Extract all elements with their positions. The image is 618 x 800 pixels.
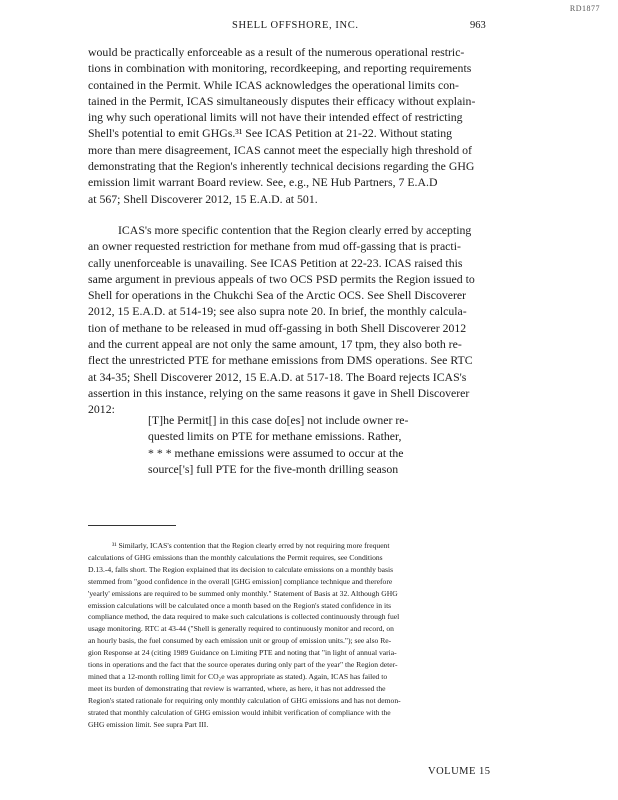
text-line: would be practically enforceable as a result of the numerous operational restric- <box>88 45 465 59</box>
footnote-line: calculations of GHG emissions than the monthly calculations the Permit requires, see Conditions <box>88 552 383 562</box>
footnote-line: ³¹ Similarly, ICAS's contention that the Region clearly erred by not requiring more frequent <box>112 541 390 550</box>
footnote-line: compliance method, the data required to make such calculations is collected continuously through fuel <box>88 612 400 622</box>
text-line: at 34-35; Shell Discoverer 2012, 15 E.A.D. at 517-18. The Board rejects ICAS's <box>88 369 467 384</box>
text-line: 2012: <box>88 402 115 417</box>
text-line: more than mere disagreement, ICAS cannot meet the especially high threshold of <box>88 142 472 157</box>
text-line: demonstrating that the Region's inherently technical decisions regarding the GHG <box>88 159 475 174</box>
text-line: same argument in previous appeals of two OCS PSD permits the Region issued to <box>88 271 475 286</box>
footnote-line: D.13.-4, falls short. The Region explained that its decision to calculate emissions on a monthly basis <box>88 564 394 574</box>
text-line: flect the unrestricted PTE for methane emissions from DMS operations. See RTC <box>88 353 473 368</box>
text-line: at 567; Shell Discoverer 2012, 15 E.A.D. at 501. <box>88 191 318 206</box>
text-line: and the current appeal are not only the same amount, 17 tpm, they also both re- <box>88 337 462 352</box>
footnote-line: gion Response at 24 (citing 1989 Guidance on Limiting PTE and noting that "in light of annual varia- <box>88 648 397 658</box>
text-line: contained in the Permit. While ICAS acknowledges the operational limits con- <box>88 77 459 92</box>
document-id: RD1877 <box>569 4 600 13</box>
footnote-31 <box>88 540 518 731</box>
footnote-line: usage monitoring. RTC at 43-44 ("Shell is generally required to continuously monitor and record, on <box>88 624 394 634</box>
footnote-line: emission calculations will be calculated once a month based on the Region's stated confidence in its <box>88 600 392 610</box>
footnote-line: an hourly basis, the fuel consumed by each emission unit or group of emission units."); see also Re- <box>88 636 392 646</box>
footnote-line: mined that a 12-month rolling limit for CO₂e was appropriate as stated). Again, ICAS has failed to <box>88 671 388 681</box>
block-quote <box>148 412 488 477</box>
footnote-line: Region's stated rationale for requiring only monthly calculation of GHG emissions and has not demon- <box>88 695 401 705</box>
quote-line: source['s] full PTE for the five-month drilling season <box>148 461 399 476</box>
footnote-line: strated that monthly calculation of GHG emission would inhibit verification of compliance with the <box>88 707 391 717</box>
text-line: ing why such operational limits will not have their intended effect of restricting <box>88 110 463 125</box>
text-line: assertion in this instance, relying on the same reasons it gave in Shell Discoverer <box>88 385 470 400</box>
quote-line: quested limits on PTE for methane emissions. Rather, <box>148 429 402 444</box>
text-line: tained in the Permit, ICAS simultaneously disputes their efficacy without explain- <box>88 93 476 108</box>
text-line: tion of methane to be released in mud off-gassing in both Shell Discoverer 2012 <box>88 320 467 335</box>
paragraph-icas-contention <box>88 222 518 418</box>
text-line: cally unenforceable is unavailing. See ICAS Petition at 22-23. ICAS raised this <box>88 255 463 270</box>
text-line: an owner requested restriction for methane from mud off-gassing that is practi- <box>88 239 461 254</box>
text-line: Shell for operations in the Chukchi Sea of the Arctic OCS. See Shell Discoverer <box>88 288 467 303</box>
text-line: tions in combination with monitoring, recordkeeping, and reporting requirements <box>88 61 472 76</box>
running-head: SHELL OFFSHORE, INC. <box>232 20 359 31</box>
quote-line: [T]he Permit[] in this case do[es] not include owner re- <box>148 413 409 427</box>
footnote-line: tions in operations and the fact that the source operates during only part of the year" the Region deter- <box>88 660 398 670</box>
footnote-separator <box>88 525 176 526</box>
footnote-line: GHG emission limit. See supra Part III. <box>88 719 209 729</box>
text-line: emission limit warrant Board review. See, e.g., NE Hub Partners, 7 E.A.D <box>88 175 438 190</box>
paragraph-continuation <box>88 44 518 207</box>
quote-line: * * * methane emissions were assumed to occur at the <box>148 445 404 460</box>
page-number: 963 <box>470 20 486 31</box>
footnote-line: meet its burden of demonstrating that review is warranted, where, as here, it has not addressed the <box>88 683 386 693</box>
footnote-line: 'yearly' emissions are required to be summed only monthly." Statement of Basis at 32. Although GHG <box>88 588 398 598</box>
text-line: ICAS's more specific contention that the Region clearly erred by accepting <box>118 223 472 237</box>
text-line: 2012, 15 E.A.D. at 514-19; see also supra note 20. In brief, the monthly calcula- <box>88 304 467 319</box>
volume-footer: VOLUME 15 <box>428 766 491 777</box>
text-line: Shell's potential to emit GHGs.³¹ See ICAS Petition at 21-22. Without stating <box>88 126 453 141</box>
footnote-line: stemmed from "good confidence in the overall [GHG emission] compliance technique and therefore <box>88 576 393 586</box>
